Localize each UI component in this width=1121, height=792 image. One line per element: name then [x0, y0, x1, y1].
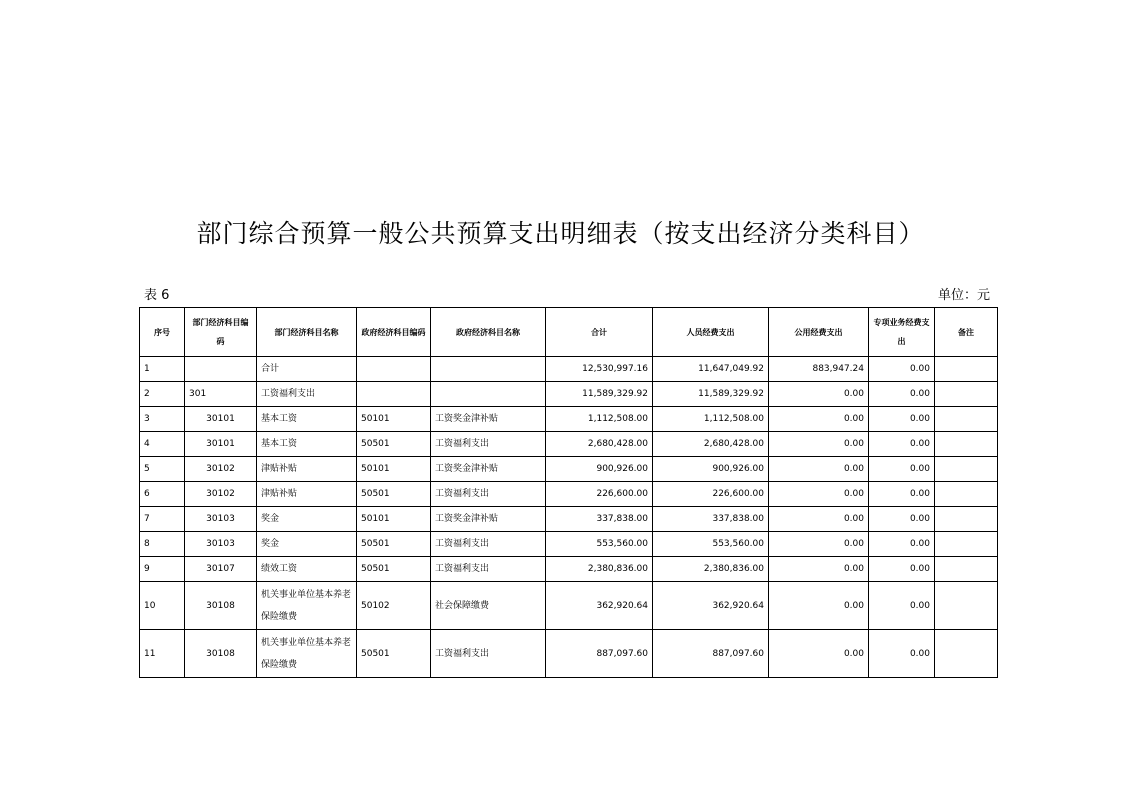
cell-gov-name: 工资福利支出 — [431, 557, 546, 582]
col-header-personnel: 人员经费支出 — [653, 308, 769, 357]
cell-special: 0.00 — [869, 582, 935, 630]
cell-gov-code: 50501 — [357, 630, 431, 678]
cell-gov-code: 50501 — [357, 482, 431, 507]
cell-dept-code: 30101 — [185, 432, 257, 457]
cell-total: 900,926.00 — [546, 457, 653, 482]
cell-gov-code: 50501 — [357, 557, 431, 582]
page-title: 部门综合预算一般公共预算支出明细表（按支出经济分类科目） — [196, 219, 925, 248]
cell-remark — [935, 407, 998, 432]
cell-gov-name: 工资福利支出 — [431, 432, 546, 457]
cell-public: 0.00 — [769, 432, 869, 457]
cell-remark — [935, 557, 998, 582]
cell-remark — [935, 382, 998, 407]
cell-public: 883,947.24 — [769, 357, 869, 382]
cell-dept-name: 基本工资 — [257, 407, 357, 432]
cell-personnel: 11,589,329.92 — [653, 382, 769, 407]
cell-gov-code: 50501 — [357, 432, 431, 457]
cell-gov-name: 社会保障缴费 — [431, 582, 546, 630]
cell-seq: 8 — [140, 532, 185, 557]
cell-dept-code: 30103 — [185, 532, 257, 557]
col-header-special: 专项业务经费支出 — [869, 308, 935, 357]
col-header-remark: 备注 — [935, 308, 998, 357]
cell-dept-name: 基本工资 — [257, 432, 357, 457]
cell-special: 0.00 — [869, 407, 935, 432]
cell-dept-name: 工资福利支出 — [257, 382, 357, 407]
cell-dept-name: 合计 — [257, 357, 357, 382]
cell-total: 362,920.64 — [546, 582, 653, 630]
cell-dept-name: 机关事业单位基本养老保险缴费 — [257, 630, 357, 678]
cell-personnel: 887,097.60 — [653, 630, 769, 678]
cell-special: 0.00 — [869, 432, 935, 457]
col-header-gov-name: 政府经济科目名称 — [431, 308, 546, 357]
table-row — [140, 507, 998, 532]
cell-total: 2,380,836.00 — [546, 557, 653, 582]
cell-personnel: 11,647,049.92 — [653, 357, 769, 382]
cell-seq: 7 — [140, 507, 185, 532]
cell-public: 0.00 — [769, 457, 869, 482]
cell-dept-name: 津贴补贴 — [257, 457, 357, 482]
cell-special: 0.00 — [869, 457, 935, 482]
table-row — [140, 557, 998, 582]
cell-seq: 3 — [140, 407, 185, 432]
cell-public: 0.00 — [769, 382, 869, 407]
cell-total: 337,838.00 — [546, 507, 653, 532]
cell-personnel: 362,920.64 — [653, 582, 769, 630]
cell-dept-code: 30107 — [185, 557, 257, 582]
cell-gov-name — [431, 357, 546, 382]
cell-total: 1,112,508.00 — [546, 407, 653, 432]
cell-personnel: 2,680,428.00 — [653, 432, 769, 457]
cell-gov-name: 工资福利支出 — [431, 482, 546, 507]
cell-remark — [935, 482, 998, 507]
cell-remark — [935, 507, 998, 532]
cell-dept-name: 机关事业单位基本养老保险缴费 — [257, 582, 357, 630]
cell-gov-code: 50101 — [357, 457, 431, 482]
cell-gov-code: 50102 — [357, 582, 431, 630]
cell-seq: 11 — [140, 630, 185, 678]
table-row — [140, 382, 998, 407]
cell-gov-code: 50101 — [357, 507, 431, 532]
cell-remark — [935, 582, 998, 630]
cell-public: 0.00 — [769, 507, 869, 532]
cell-remark — [935, 532, 998, 557]
cell-remark — [935, 357, 998, 382]
cell-total: 12,530,997.16 — [546, 357, 653, 382]
table-row — [140, 457, 998, 482]
cell-personnel: 337,838.00 — [653, 507, 769, 532]
cell-gov-code — [357, 357, 431, 382]
cell-dept-code — [185, 357, 257, 382]
cell-total: 887,097.60 — [546, 630, 653, 678]
cell-gov-name: 工资福利支出 — [431, 532, 546, 557]
cell-dept-code: 30102 — [185, 482, 257, 507]
cell-dept-name: 绩效工资 — [257, 557, 357, 582]
unit-label: 单位：元 — [937, 288, 990, 303]
cell-special: 0.00 — [869, 507, 935, 532]
cell-dept-code: 301 — [185, 382, 257, 407]
cell-seq: 9 — [140, 557, 185, 582]
cell-gov-code: 50101 — [357, 407, 431, 432]
cell-remark — [935, 457, 998, 482]
cell-public: 0.00 — [769, 407, 869, 432]
cell-special: 0.00 — [869, 557, 935, 582]
table-row — [140, 482, 998, 507]
header-row — [140, 308, 998, 357]
table-row — [140, 630, 998, 678]
cell-gov-name: 工资奖金津补贴 — [431, 457, 546, 482]
cell-special: 0.00 — [869, 630, 935, 678]
col-header-dept-name: 部门经济科目名称 — [257, 308, 357, 357]
table-number: 表 6 — [144, 288, 170, 303]
cell-special: 0.00 — [869, 357, 935, 382]
cell-public: 0.00 — [769, 482, 869, 507]
cell-seq: 4 — [140, 432, 185, 457]
cell-dept-code: 30108 — [185, 630, 257, 678]
cell-seq: 10 — [140, 582, 185, 630]
cell-gov-name: 工资奖金津补贴 — [431, 407, 546, 432]
col-header-dept-code: 部门经济科目编码 — [185, 308, 257, 357]
cell-seq: 6 — [140, 482, 185, 507]
table-row — [140, 432, 998, 457]
cell-dept-name: 奖金 — [257, 507, 357, 532]
table-row — [140, 532, 998, 557]
cell-special: 0.00 — [869, 532, 935, 557]
cell-personnel: 900,926.00 — [653, 457, 769, 482]
cell-seq: 2 — [140, 382, 185, 407]
table-row — [140, 357, 998, 382]
cell-total: 553,560.00 — [546, 532, 653, 557]
cell-gov-name: 工资奖金津补贴 — [431, 507, 546, 532]
cell-public: 0.00 — [769, 582, 869, 630]
cell-public: 0.00 — [769, 557, 869, 582]
cell-gov-code: 50501 — [357, 532, 431, 557]
col-header-seq: 序号 — [140, 308, 185, 357]
cell-personnel: 226,600.00 — [653, 482, 769, 507]
col-header-public: 公用经费支出 — [769, 308, 869, 357]
cell-total: 11,589,329.92 — [546, 382, 653, 407]
cell-public: 0.00 — [769, 532, 869, 557]
cell-gov-name: 工资福利支出 — [431, 630, 546, 678]
cell-special: 0.00 — [869, 482, 935, 507]
cell-gov-code — [357, 382, 431, 407]
cell-public: 0.00 — [769, 630, 869, 678]
cell-gov-name — [431, 382, 546, 407]
cell-dept-code: 30102 — [185, 457, 257, 482]
cell-personnel: 553,560.00 — [653, 532, 769, 557]
cell-dept-name: 奖金 — [257, 532, 357, 557]
cell-seq: 1 — [140, 357, 185, 382]
cell-dept-code: 30103 — [185, 507, 257, 532]
col-header-gov-code: 政府经济科目编码 — [357, 308, 431, 357]
cell-special: 0.00 — [869, 382, 935, 407]
cell-personnel: 1,112,508.00 — [653, 407, 769, 432]
table-row — [140, 407, 998, 432]
cell-seq: 5 — [140, 457, 185, 482]
cell-total: 226,600.00 — [546, 482, 653, 507]
cell-remark — [935, 630, 998, 678]
col-header-total: 合计 — [546, 308, 653, 357]
cell-total: 2,680,428.00 — [546, 432, 653, 457]
table-row — [140, 582, 998, 630]
cell-dept-code: 30108 — [185, 582, 257, 630]
budget-table — [139, 307, 998, 678]
cell-personnel: 2,380,836.00 — [653, 557, 769, 582]
cell-dept-name: 津贴补贴 — [257, 482, 357, 507]
cell-dept-code: 30101 — [185, 407, 257, 432]
cell-remark — [935, 432, 998, 457]
